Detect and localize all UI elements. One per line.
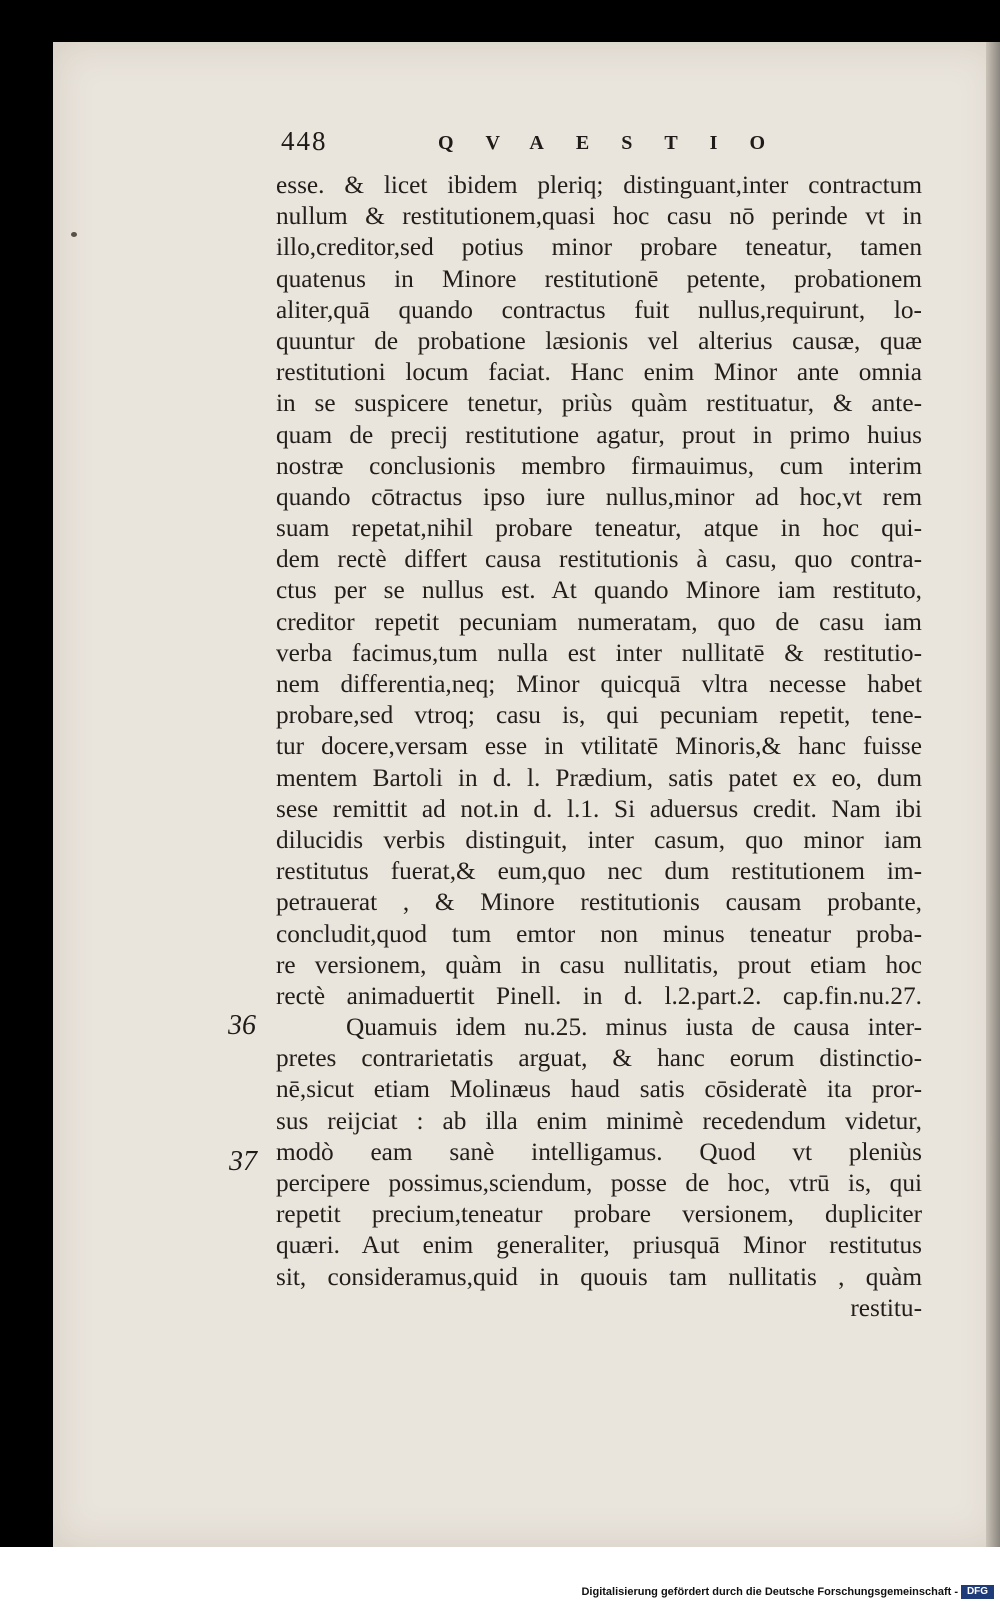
page-edge [986, 42, 1000, 1547]
text-line: nullum & restitutionem,quasi hoc casu nō perinde vt in [276, 202, 922, 231]
text-line: modò eam sanè intelligamus. Quod vt pleniùs [276, 1137, 922, 1166]
margin-note-36: 36 [228, 1010, 256, 1041]
text-line: sus reijciat : ab illa enim minimè recedendum videtur, [276, 1106, 922, 1135]
text-line: tur docere,versam esse in vtilitatē Minoris,& hanc fuisse [276, 732, 922, 761]
funding-credit: Digitalisierung gefördert durch die Deutsche Forschungsgemeinschaft - [581, 1586, 958, 1598]
text-line: concludit,quod tum emtor non minus teneatur proba- [276, 919, 922, 948]
text-line: percipere possimus,sciendum, posse de hoc, vtrū is, qui [276, 1169, 922, 1197]
text-line: nē,sicut etiam Molinæus haud satis cōsideratè ita pror- [276, 1075, 922, 1104]
text-line: probare,sed vtroq; casu is, qui pecuniam repetit, tene- [276, 701, 922, 730]
text-line: restitutus fuerat,& eum,quo nec dum restitutionem im- [276, 857, 922, 886]
text-line: restitutioni locum faciat. Hanc enim Minor ante omnia [276, 358, 922, 387]
dfg-logo: DFG [961, 1585, 994, 1599]
running-title: QVAESTIO [438, 132, 798, 154]
text-line: illo,creditor,sed potius minor probare teneatur, tamen [276, 233, 922, 262]
text-line: quando cōtractus ipso iure nullus,minor ad hoc,vt rem [276, 482, 922, 511]
text-line: petrauerat , & Minore restitutionis causam probante, [276, 888, 922, 917]
text-line: quam de precij restitutione agatur, prout in primo huius [276, 420, 922, 449]
text-line: esse. & licet ibidem pleriq; distinguant,inter contractum [276, 171, 922, 199]
text-line: quuntur de probatione læsionis vel alterius causæ, quæ [276, 326, 922, 355]
digitization-footer [0, 1547, 1000, 1607]
text-line: sit, consideramus,quid in quouis tam nullitatis , quàm [276, 1262, 922, 1291]
ink-spot [71, 232, 77, 237]
text-line: quæri. Aut enim generaliter, priusquā Minor restitutus [276, 1231, 922, 1260]
page-number: 448 [281, 126, 328, 156]
text-line: dem rectè differt causa restitutionis à casu, quo contra- [276, 545, 922, 574]
text-line: repetit precium,teneatur probare versionem, dupliciter [276, 1200, 922, 1229]
text-line: quatenus in Minore restitutionē petente, probationem [276, 264, 922, 293]
margin-note-37: 37 [229, 1146, 257, 1177]
text-line: mentem Bartoli in d. l. Prædium, satis patet ex eo, dum [276, 763, 922, 792]
text-line: pretes contrarietatis arguat, & hanc eorum distinctio- [276, 1044, 922, 1073]
catchword: restitu- [850, 1293, 922, 1322]
text-line: ctus per se nullus est. At quando Minore iam restituto, [276, 576, 922, 605]
text-line: re versionem, quàm in casu nullitatis, prout etiam hoc [276, 950, 922, 979]
book-page [53, 42, 1000, 1547]
text-line: dilucidis verbis distinguit, inter casum, quo minor iam [276, 825, 922, 854]
text-line: in se suspicere tenetur, priùs quàm restituatur, & ante- [276, 389, 922, 418]
text-line: rectè animaduertit Pinell. in d. l.2.part.2. cap.fin.nu.27. [276, 981, 922, 1010]
text-line: Quamuis idem nu.25. minus iusta de causa inter- [346, 1013, 922, 1042]
text-line: suam repetat,nihil probare teneatur, atque in hoc qui- [276, 514, 922, 543]
text-line: aliter,quā quando contractus fuit nullus,requirunt, lo- [276, 295, 922, 324]
body-text [276, 170, 922, 1324]
text-line: nostræ conclusionis membro firmauimus, cum interim [276, 451, 922, 480]
text-line: verba facimus,tum nulla est inter nullitatē & restitutio- [276, 638, 922, 667]
text-line: nem differentia,neq; Minor quicquā vltra necesse habet [276, 670, 922, 698]
text-line: creditor repetit pecuniam numeratam, quo de casu iam [276, 607, 922, 636]
page-header [53, 122, 1000, 162]
text-line: sese remittit ad not.in d. l.1. Si aduersus credit. Nam ibi [276, 794, 922, 823]
